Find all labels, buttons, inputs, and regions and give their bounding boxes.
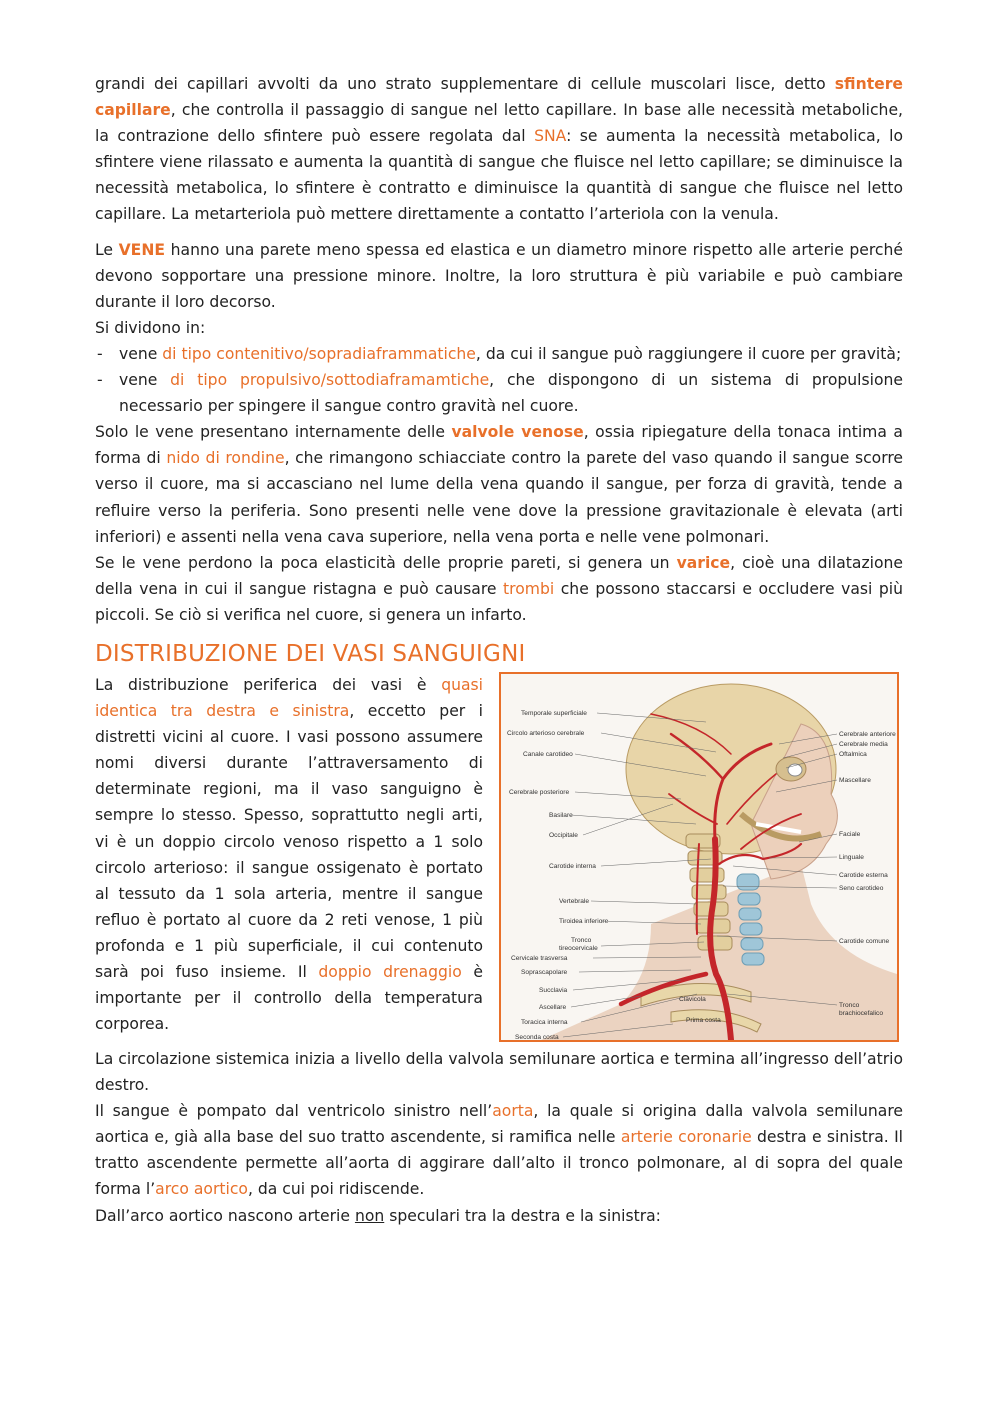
- figure-label: Tronco: [571, 936, 592, 944]
- keyword-vene: VENE: [118, 240, 166, 259]
- distribution-section: [95, 672, 903, 1046]
- keyword-valvole-venose: valvole venose: [451, 423, 584, 442]
- figure-label: Tronco: [839, 1001, 860, 1009]
- keyword-varice: varice: [676, 553, 731, 572]
- paragraph-vene: Le VENE hanno una parete meno spessa ed elastica e un diametro minore rispetto alle arterie perché devono sopportare una pressione minore. Inoltre, la loro struttura è più variabile e può cambiare durante il loro decorso.: [95, 240, 903, 311]
- figure-label: Tiroidea inferiore: [559, 917, 609, 925]
- figure-label: Canale carotideo: [523, 750, 573, 758]
- figure-label: brachiocefalico: [839, 1009, 883, 1017]
- paragraph-systemic-circulation: La circolazione sistemica inizia a livello della valvola semilunare aortica e termina all’ingresso dell’atrio destro.: [95, 1049, 903, 1095]
- paragraph-valvole-venose: Solo le vene presentano internamente delle valvole venose, ossia ripiegature della tonaca intima a forma di nido di rondine, che rimangono schiacciate contro la parete del vaso quando il sangue scorre verso il cuore, ma si accasciano nel lume della vena quando il sangue, per forza di gravità, tende a refluire verso la periferia. Sono presenti nelle vene dove la pressione gravitazionale è elevata (arti inferiori) e assenti nella vena cava superiore, nella vena porta e nelle vene polmonari.: [95, 423, 903, 546]
- prima-costa-label: Prima costa: [686, 1016, 721, 1024]
- paragraph-varice: Se le vene perdono la poca elasticità delle proprie pareti, si genera un varice, cioè una dilatazione della vena in cui il sangue ristagna e può causare trombi che possono staccarsi e occludere vasi più piccoli. Se ciò si verifica nel cuore, si genera un infarto.: [95, 553, 904, 624]
- list-item: - vene di tipo contenitivo/sopradiaframmatiche, da cui il sangue può raggiungere il cuore per gravità;: [95, 341, 903, 367]
- document-page: [95, 71, 903, 1229]
- figure-label: Soprascapolare: [521, 968, 568, 976]
- figure-label: Succlavia: [539, 986, 568, 994]
- paragraph-aorta: Il sangue è pompato dal ventricolo sinistro nell’aorta, la quale si origina dalla valvola semilunare aortica e, già alla base del suo tratto ascendente, si ramifica nelle arterie coronarie destra e sinistra. Il tratto ascendente permette all’aorta di aggirare dall’alto il tronco polmonare, al di sopra del quale forma l’arco aortico, da cui poi ridiscende.: [95, 1102, 904, 1199]
- figure-label: Carotide comune: [839, 937, 890, 945]
- keyword-doppio-drenaggio: doppio drenaggio: [318, 963, 462, 981]
- paragraph-arco-aortico: Dall’arco aortico nascono arterie non speculari tra la destra e la sinistra:: [95, 1206, 661, 1225]
- list-item: - vene di tipo propulsivo/sottodiaframamtiche, che dispongono di un sistema di propulsione necessario per spingere il sangue contro gravità nel cuore.: [95, 367, 903, 419]
- keyword-nido-di-rondine: nido di rondine: [166, 449, 285, 468]
- figure-label: Temporale superficiale: [521, 709, 587, 717]
- paragraph-divisions: Si dividono in:: [95, 318, 206, 337]
- paragraph-distribution: La distribuzione periferica dei vasi è quasi identica tra destra e sinistra, eccetto per i distretti vicini al cuore. I vasi possono assumere nomi diversi durante l’attraversamento di determinate regioni, ma il vaso sanguigno è sempre lo stesso. Spesso, soprattutto negli arti, vi è un doppio circolo venoso rispetto a 1 solo circolo arterioso: il sangue ossigenato è portato al tessuto da 1 sola arteria, mentre il sangue refluo è portato al cuore da 2 reti venose, 1 più profonda e 1 più superficiale, il cui contenuto sarà poi fuso insieme. Il doppio drenaggio è importante per il controllo della temperatura corporea.: [95, 675, 483, 1034]
- figure-label: Seconda costa: [515, 1033, 559, 1040]
- figure-label: Circolo arterioso cerebrale: [507, 729, 585, 737]
- vein-types-list: [95, 341, 903, 419]
- keyword-sfintere-capillare: sfintere capillare: [95, 75, 903, 120]
- figure-label: Cerebrale posteriore: [509, 788, 570, 796]
- underlined-non: non: [354, 1206, 385, 1225]
- distribution-text-column: [95, 672, 483, 1037]
- figure-label: tireocervicale: [559, 944, 598, 952]
- keyword-trombi: trombi: [503, 579, 555, 598]
- figure-label: Cerebrale media: [839, 740, 888, 748]
- keyword-quasi-identica: quasi identica tra destra e sinistra: [95, 675, 483, 721]
- figure-label: Linguale: [839, 853, 864, 861]
- figure-label: Faciale: [839, 830, 861, 838]
- figure-label: Seno carotideo: [839, 884, 884, 892]
- figure-label: Occipitale: [549, 831, 578, 839]
- figure-label: Toracica interna: [521, 1018, 568, 1026]
- figure-label: Carotide esterna: [839, 871, 888, 879]
- figure-label: Oftalmica: [839, 750, 867, 758]
- figure-label: Basilare: [549, 811, 573, 819]
- keyword-sna: SNA: [534, 127, 567, 146]
- section-heading: DISTRIBUZIONE DEI VASI SANGUIGNI: [95, 640, 526, 667]
- head-neck-arteries-figure: [499, 672, 899, 1042]
- clavicola-label: Clavicola: [679, 995, 706, 1003]
- keyword-arterie-coronarie: arterie coronarie: [620, 1128, 752, 1147]
- figure-label: Carotide interna: [549, 862, 596, 870]
- anatomy-illustration: [501, 674, 897, 1040]
- keyword-arco-aortico: arco aortico: [155, 1180, 248, 1199]
- paragraph-capillary-sphincter: grandi dei capillari avvolti da uno strato supplementare di cellule muscolari lisce, detto sfintere capillare, che controlla il passaggio di sangue nel letto capillare. In base alle necessità metaboliche, la contrazione dello sfintere può essere regolata dal SNA: se aumenta la necessità metabolica, lo sfintere viene rilassato e aumenta la quantità di sangue che fluisce nel letto capillare; se diminuisce la necessità metabolica, lo sfintere è contratto e diminuisce la quantità di sangue che fluisce nel letto capillare. La metarteriola può mettere direttamente a contatto l’arteriola con la venula.: [95, 75, 904, 224]
- figure-label: Cervicale trasversa: [511, 954, 568, 962]
- figure-label: Ascellare: [539, 1003, 567, 1011]
- figure-label: Vertebrale: [559, 897, 590, 905]
- figure-label: Mascellare: [839, 776, 871, 784]
- figure-label: Cerebrale anteriore: [839, 730, 896, 738]
- keyword-aorta: aorta: [492, 1102, 534, 1121]
